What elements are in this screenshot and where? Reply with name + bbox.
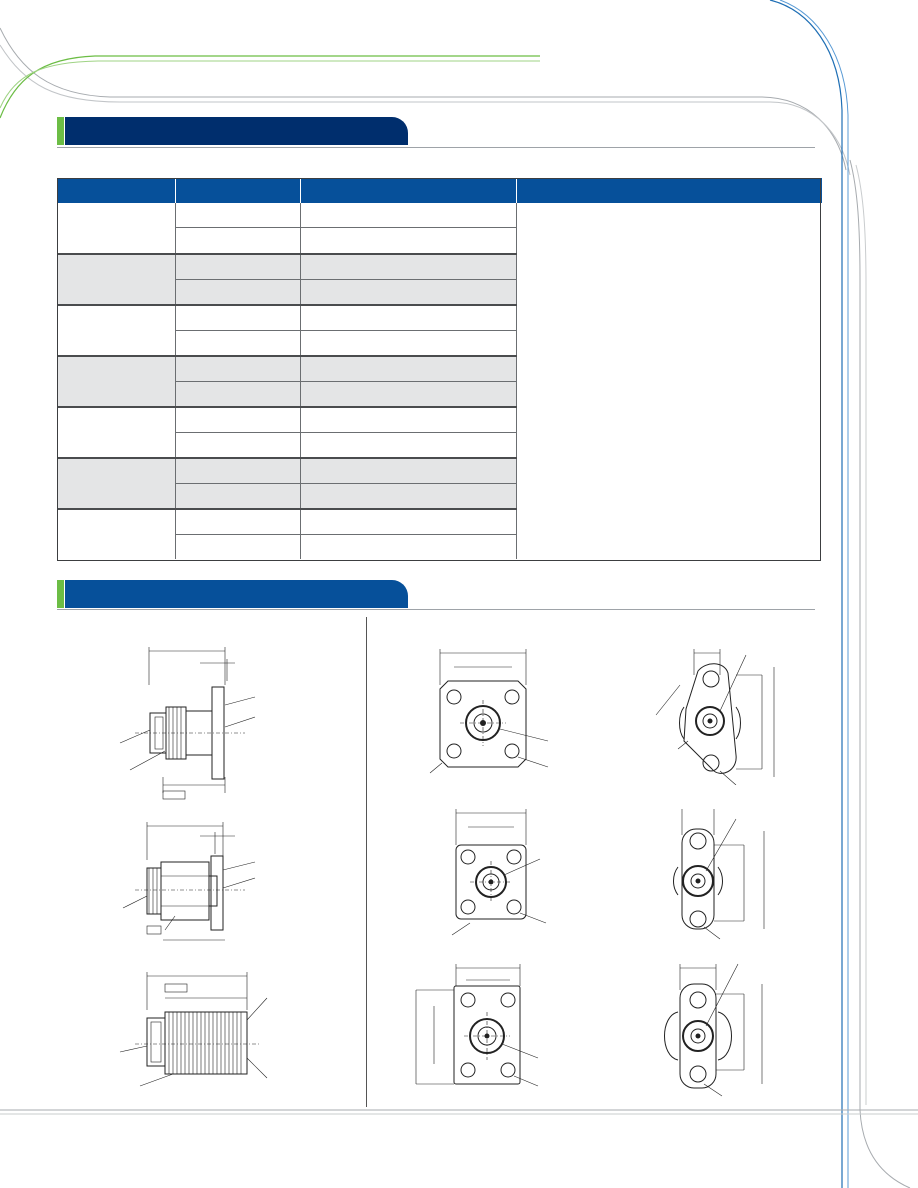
notes-cell <box>516 203 822 559</box>
table-cell <box>300 356 516 382</box>
side-view-square-flange-drawing <box>115 820 275 950</box>
table-cell <box>300 228 516 254</box>
table-cell <box>175 433 300 459</box>
section-accent <box>57 580 64 608</box>
table-cell <box>300 280 516 306</box>
specs-section-header <box>57 117 417 145</box>
front-view-four-hole-large-drawing <box>410 960 560 1100</box>
column-divider <box>366 617 367 1107</box>
spec-table <box>57 178 822 559</box>
table-header-cell <box>516 178 822 203</box>
table-header-cell <box>300 178 516 203</box>
table-cell <box>175 203 300 228</box>
group-label <box>57 254 175 305</box>
table-cell <box>175 305 300 331</box>
side-view-bulkhead-drawing <box>115 970 275 1100</box>
table-cell <box>300 254 516 280</box>
front-view-two-hole-compact-drawing <box>640 805 780 940</box>
table-cell <box>175 458 300 484</box>
table-cell <box>300 433 516 459</box>
table-cell <box>300 484 516 510</box>
table-cell <box>175 535 300 560</box>
front-view-two-hole-bulkhead-drawing <box>640 960 780 1100</box>
section-accent <box>57 117 64 145</box>
section-rule <box>57 609 815 610</box>
table-cell <box>300 509 516 535</box>
table-cell <box>175 228 300 254</box>
table-cell <box>175 356 300 382</box>
table-cell <box>175 331 300 357</box>
group-label <box>57 356 175 407</box>
table-header-cell <box>175 178 300 203</box>
table-header-row <box>57 178 822 203</box>
group-label <box>57 305 175 356</box>
front-view-four-hole-tapped-drawing <box>420 645 560 785</box>
drawings-section-header <box>57 580 417 608</box>
section-tab <box>65 117 408 145</box>
table-cell <box>175 407 300 433</box>
front-view-two-hole-angled-drawing <box>640 645 780 785</box>
table-cell <box>300 305 516 331</box>
table-header-cell <box>57 178 175 203</box>
table-cell <box>175 254 300 280</box>
table-row <box>57 203 822 228</box>
front-view-four-hole-square-drawing <box>430 805 560 940</box>
table-cell <box>175 509 300 535</box>
table-cell <box>175 382 300 408</box>
table-cell <box>175 484 300 510</box>
group-label <box>57 509 175 559</box>
group-label <box>57 458 175 509</box>
side-view-flange-mount-drawing <box>115 645 275 805</box>
table-cell <box>300 203 516 228</box>
section-rule <box>57 147 815 148</box>
table-cell <box>300 458 516 484</box>
group-label <box>57 407 175 458</box>
group-label <box>57 203 175 254</box>
table-cell <box>175 280 300 306</box>
table-cell <box>300 407 516 433</box>
table-cell <box>300 331 516 357</box>
table-cell <box>300 535 516 560</box>
table-cell <box>300 382 516 408</box>
section-tab <box>65 580 408 608</box>
